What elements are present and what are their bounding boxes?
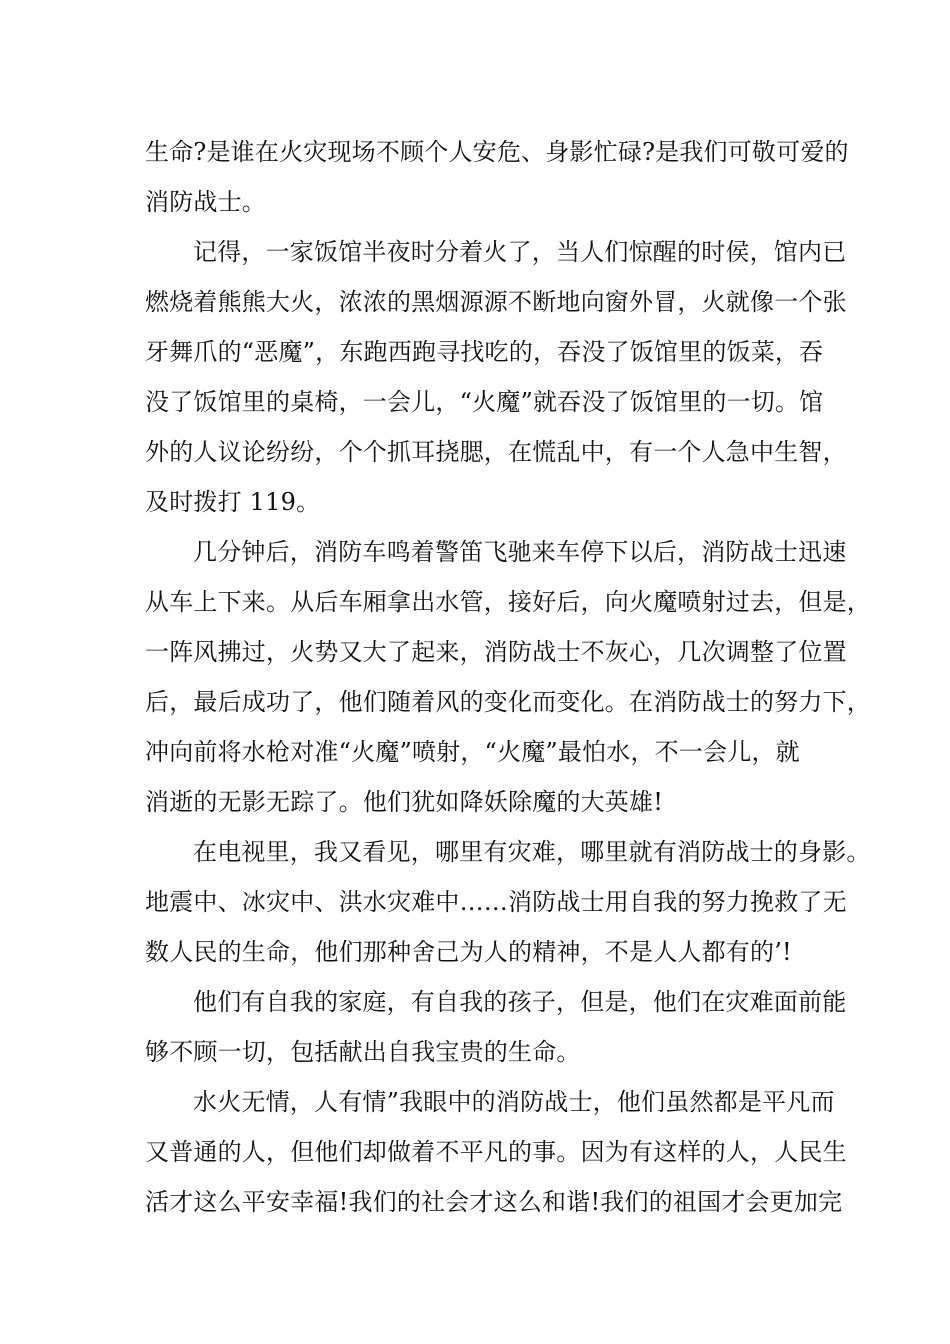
paragraph-first-line: 水火无情，人有情”我眼中的消防战士，他们虽然都是平凡而 [193,1088,835,1116]
text-line: 牙舞爪的“恶魔”，东跑西跑寻找吃的，吞没了饭馆里的饭菜，吞 [145,338,824,366]
text-line: 数人民的生命，他们那种舍己为人的精神，不是人人都有的’! [145,938,792,966]
text-line: 够不顾一切，包括献出自我宝贵的生命。 [145,1038,581,1066]
text-line: 后，最后成功了，他们随着风的变化而变化。在消防战士的努力下， [145,688,871,716]
paragraph-first-line: 他们有自我的家庭，有自我的孩子，但是，他们在灾难面前能 [193,988,847,1016]
text-line: 消逝的无影无踪了。他们犹如降妖除魔的大英雄! [145,788,664,816]
text-line: 消防战士。 [145,188,266,216]
text-line: 生命?是谁在火灾现场不顾个人安危、身影忙碌?是我们可敬可爱的 [145,138,849,166]
text-line: 又普通的人，但他们却做着不平凡的事。因为有这样的人，人民生 [145,1138,847,1166]
text-line: 燃烧着熊熊大火，浓浓的黑烟源源不断地向窗外冒，火就像一个张 [145,288,847,316]
text-line: 一阵风拂过，火势又大了起来，消防战士不灰心，几次调整了位置 [145,638,847,666]
text-line: 冲向前将水枪对准“火魔”喷射，“火魔”最怕水，不一会儿，就 [145,738,800,766]
text-line: 活才这么平安幸福!我们的社会才这么和谐!我们的祖国才会更加完 [145,1188,843,1216]
document-body [145,127,871,1227]
paragraph-first-line: 记得，一家饭馆半夜时分着火了，当人们惊醒的时侯，馆内已 [193,238,847,266]
text-line: 地震中、冰灾中、洪水灾难中……消防战士用自我的努力挽救了无 [145,888,847,916]
text-line: 外的人议论纷纷，个个抓耳挠腮，在慌乱中，有一个人急中生智， [145,438,847,466]
paragraph-first-line: 在电视里，我又看见，哪里有灾难，哪里就有消防战士的身影。 [193,838,871,866]
text-line: 没了饭馆里的桌椅，一会儿，“火魔”就吞没了饭馆里的一切。馆 [145,388,824,416]
paragraph-first-line: 几分钟后，消防车鸣着警笛飞驰来车停下以后，消防战士迅速 [193,538,847,566]
text-line: 及时拨打 119。 [145,488,321,516]
text-line: 从车上下来。从后车厢拿出水管，接好后，向火魔喷射过去，但是， [145,588,871,616]
